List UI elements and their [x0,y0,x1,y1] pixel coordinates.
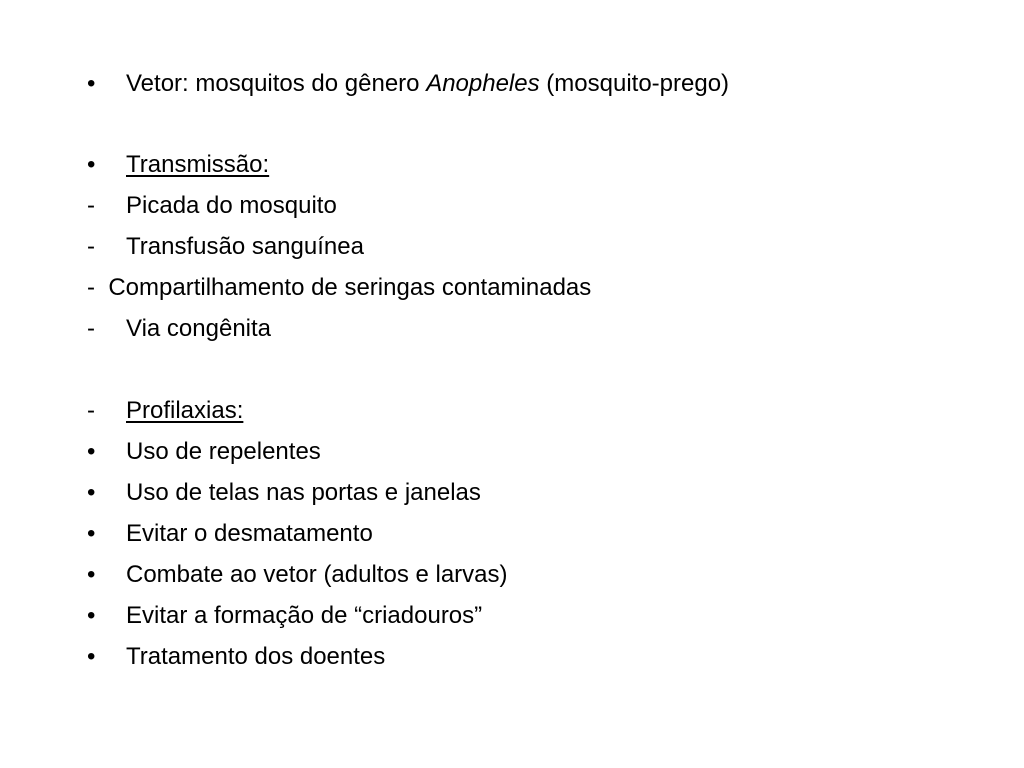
transmission-item [0,271,1000,305]
bullet-marker: • [87,520,96,547]
prophylaxis-item-text: Uso de telas nas portas e janelas [126,479,481,506]
prophylaxis-heading: Profilaxias: [126,397,244,424]
prophylaxis-item-text: Combate ao vetor (adultos e larvas) [126,561,508,588]
bullet-marker: • [87,561,96,588]
prophylaxis-item-text: Evitar o desmatamento [126,520,373,547]
prophylaxis-heading-line [0,394,1000,428]
prophylaxis-item-text: Tratamento dos doentes [126,643,386,670]
prophylaxis-item [0,640,1000,674]
transmission-item [0,312,1000,346]
prophylaxis-item-text: Uso de repelentes [126,438,321,465]
prophylaxis-item [0,476,1000,510]
bullet-marker: • [87,602,96,629]
dash-marker: - [87,233,95,260]
vector-prefix: Vetor: mosquitos do gênero [126,70,427,97]
prophylaxis-item [0,435,1000,469]
bullet-marker: • [87,643,96,670]
prophylaxis-item [0,599,1000,633]
vector-text [126,67,729,101]
prophylaxis-item [0,558,1000,592]
transmission-item-text: Transfusão sanguínea [126,233,364,260]
transmission-item-text: - Compartilhamento de seringas contaminadas [87,274,592,301]
vector-suffix: (mosquito-prego) [539,70,730,97]
prophylaxis-item-text: Evitar a formação de “criadouros” [126,602,483,629]
vector-line [0,67,1000,101]
dash-marker: - [87,192,95,219]
transmission-heading: Transmissão: [126,151,270,178]
bullet-marker: • [87,438,96,465]
prophylaxis-item [0,517,1000,551]
bullet-marker: • [87,70,96,97]
dash-marker: - [87,397,95,424]
transmission-item [0,189,1000,223]
bullet-marker: • [87,479,96,506]
transmission-item-text: Via congênita [126,315,272,342]
transmission-item-text: Picada do mosquito [126,192,337,219]
transmission-heading-line [0,148,1000,182]
bullet-marker: • [87,151,96,178]
transmission-item [0,230,1000,264]
vector-genus: Anopheles [426,70,540,97]
dash-marker: - [87,315,95,342]
